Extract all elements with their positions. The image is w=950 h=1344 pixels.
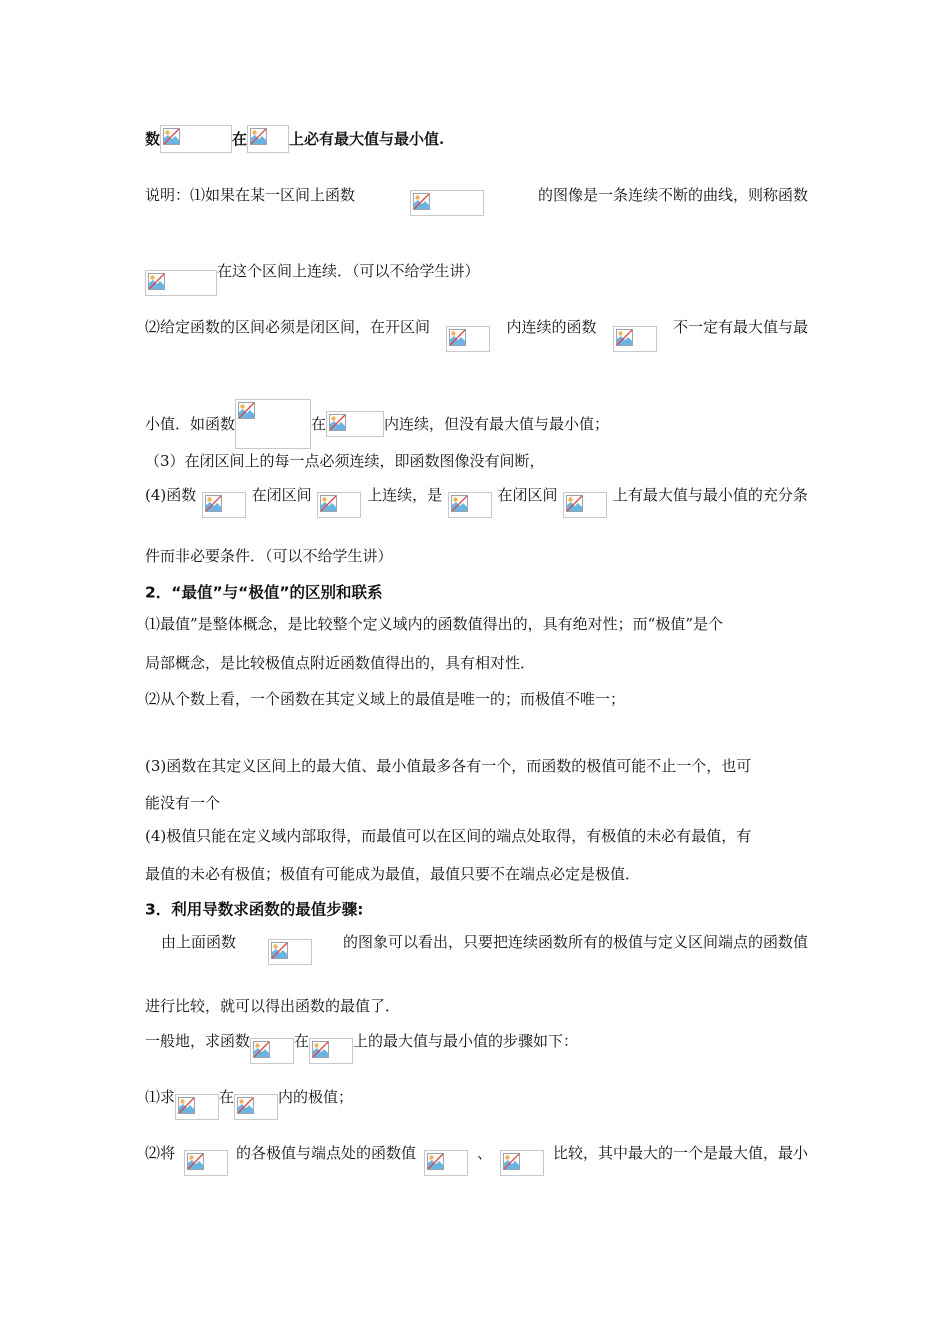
text-line [145,481,808,509]
text-segment: 最值的未必有极值；极值有可能成为最值，最值只要不在端点必定是极值． [145,865,641,883]
formula-image-placeholder [317,492,361,518]
text-segment: 一般地，求函数 [145,1032,251,1050]
broken-image-icon [503,1153,520,1170]
text-line [145,1026,808,1054]
text-line [161,928,808,956]
text-line [145,648,808,676]
broken-image-icon [329,414,346,431]
broken-image-icon [148,273,165,290]
broken-image-icon [163,128,180,145]
text-segment: ⑴求 [145,1088,176,1106]
text-segment: 上有最大值与最小值的充分条 [612,486,808,504]
text-segment: 的图象可以看出，只要把连续函数所有的极值与定义区间端点的函数值 [342,933,808,951]
text-segment: 上必有最大值与最小值. [289,130,445,148]
text-segment: 内连续，但没有最大值与最小值； [384,415,610,433]
formula-image-placeholder [250,1038,294,1064]
formula-image-placeholder [145,270,217,296]
text-segment: (3)函数在其定义区间上的最大值、最小值最多各有一个，而函数的极值可能不止一个，也可 [145,757,752,775]
formula-image-placeholder [410,190,484,216]
text-segment: 数 [145,130,161,148]
formula-image-placeholder [326,411,384,437]
text-segment: 、 [476,1144,492,1162]
text-segment: 在 [294,1032,310,1050]
text-segment: 在闭区间 [497,486,558,504]
broken-image-icon [320,495,337,512]
text-segment: 3．利用导数求函数的最值步骤: [145,900,364,919]
formula-image-placeholder [563,492,607,518]
text-segment: ⑵从个数上看，一个函数在其定义域上的最值是唯一的；而极值不唯一； [145,690,626,708]
text-segment: ⑴最值”是整体概念，是比较整个定义域内的函数值得出的，具有绝对性；而“极值”是个 [145,615,724,633]
text-line [145,446,808,474]
text-line [145,684,808,712]
text-segment: ⑵将 [145,1144,176,1162]
formula-image-placeholder [175,1094,219,1120]
text-segment: (4)函数 [145,486,197,504]
text-line [145,124,808,152]
text-segment: （3）在闭区间上的每一点必须连续，即函数图像没有间断， [145,452,545,470]
broken-image-icon [312,1041,329,1058]
broken-image-icon [238,402,255,419]
formula-image-placeholder [202,492,246,518]
text-segment: ⑵给定函数的区间必须是闭区间，在开区间 [145,318,431,336]
text-segment: 局部概念，是比较极值点附近函数值得出的，具有相对性． [145,654,536,672]
text-line [145,859,808,887]
text-line [145,610,808,638]
text-line [145,788,808,816]
formula-image-placeholder [448,492,492,518]
text-segment: 在 [311,415,327,433]
text-segment: 由上面函数 [161,933,237,951]
text-line [145,1082,808,1110]
broken-image-icon [449,329,466,346]
formula-image-placeholder [234,1094,278,1120]
broken-image-icon [427,1153,444,1170]
text-segment: 内连续的函数 [506,318,597,336]
formula-image-placeholder [500,1150,544,1176]
broken-image-icon [271,942,288,959]
text-line [145,181,808,209]
broken-image-icon [451,495,468,512]
text-segment: 不一定有最大值与最 [672,318,808,336]
text-segment: 的图像是一条连续不断的曲线，则称函数 [537,186,808,204]
formula-image-placeholder [446,326,490,352]
formula-image-placeholder [613,326,657,352]
text-line [145,822,808,850]
broken-image-icon [250,128,267,145]
text-segment: 上的最大值与最小值的步骤如下： [353,1032,579,1050]
text-segment: 能没有一个 [145,794,221,812]
text-line [145,991,808,1019]
text-segment: 在 [219,1088,235,1106]
text-line [145,752,808,780]
text-segment: 2．“最值”与“极值”的区别和联系 [145,583,383,602]
broken-image-icon [237,1097,254,1114]
text-segment: 在闭区间 [251,486,312,504]
text-segment: 小值．如函数 [145,415,236,433]
text-segment: 件而非必要条件．（可以不给学生讲） [145,547,393,565]
broken-image-icon [253,1041,270,1058]
broken-image-icon [187,1153,204,1170]
text-line [145,313,808,341]
text-segment: 说明：⑴如果在某一区间上函数 [145,186,356,204]
formula-image-placeholder [184,1150,228,1176]
broken-image-icon [178,1097,195,1114]
text-segment: 在 [232,130,248,148]
formula-image-placeholder [309,1038,353,1064]
broken-image-icon [616,329,633,346]
text-line [145,541,808,569]
text-segment: 上连续，是 [367,486,443,504]
formula-image-placeholder [235,399,311,449]
text-line [145,399,808,433]
section-heading [145,895,808,923]
text-segment: (4)极值只能在定义域内部取得，而最值可以在区间的端点处取得，有极值的未必有最值，有 [145,827,752,845]
text-segment: 内的极值； [278,1088,354,1106]
text-segment: 比较，其中最大的一个是最大值，最小 [552,1144,808,1162]
formula-image-placeholder [424,1150,468,1176]
text-segment: 在这个区间上连续．（可以不给学生讲） [217,262,480,280]
section-heading [145,578,808,606]
text-segment: 进行比较，就可以得出函数的最值了． [145,997,401,1015]
formula-image-placeholder [160,125,232,153]
broken-image-icon [566,495,583,512]
broken-image-icon [205,495,222,512]
formula-image-placeholder [247,125,289,153]
formula-image-placeholder [268,939,312,965]
text-line [145,256,808,284]
text-segment: 的各极值与端点处的函数值 [235,1144,416,1162]
text-line [145,1139,808,1167]
broken-image-icon [413,193,430,210]
